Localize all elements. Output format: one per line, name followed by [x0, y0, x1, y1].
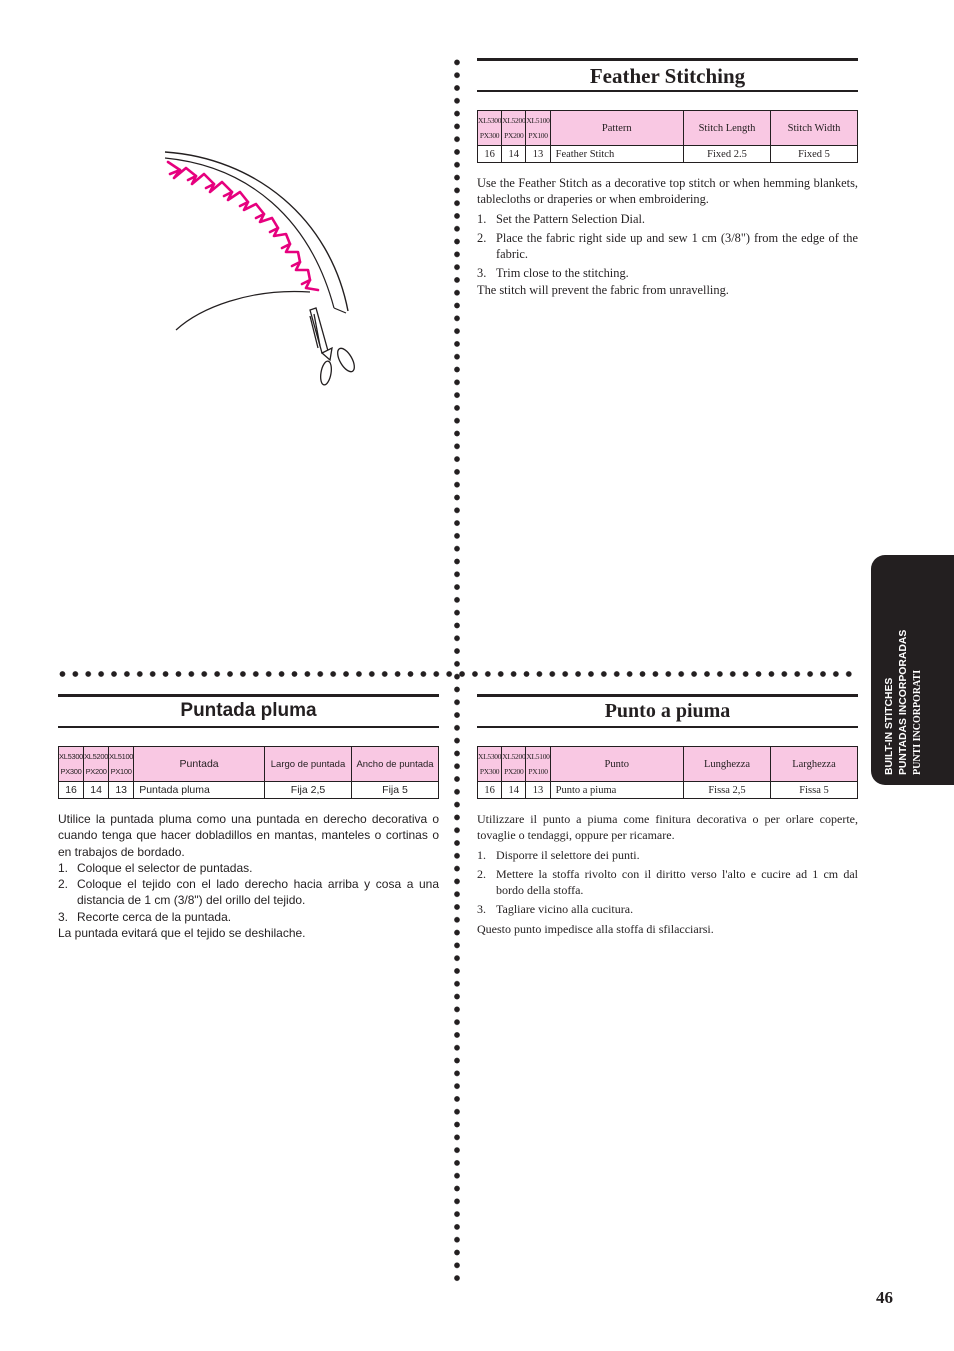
model-cell: XL5300 PX300 — [478, 111, 502, 146]
horizontal-dotted-divider — [56, 670, 858, 678]
fabric-fold-line — [334, 308, 346, 313]
step-item: 1. Disporre il selettore dei punti. — [477, 847, 640, 862]
pluma-settings-table — [58, 746, 439, 799]
pluma-section-header — [58, 694, 439, 728]
step-item: 3. Trim close to the stitching. — [477, 266, 629, 281]
chapter-side-tab — [871, 555, 954, 785]
header-ancho: Ancho de puntada — [352, 747, 439, 782]
header-lunghezza: Lunghezza — [684, 747, 771, 782]
outro-paragraph: La puntada evitará que el tejido se deshilache. — [58, 926, 306, 941]
tab-label-spanish: PUNTADAS INCORPORADAS — [898, 629, 909, 775]
step-item: 2. Mettere la stoffa rivolto con il diritto verso l'alto e cucire ad 1 cm dal bordo della stoffa. — [477, 866, 858, 898]
step-item: 2. Coloque el tejido con el lado derecho hacia arriba y cosa a una distancia de 1 cm (3/8") del orillo del tejido. — [58, 877, 439, 908]
table-cell: 14 — [84, 782, 109, 799]
table-cell: Punto a piuma — [550, 782, 683, 799]
feather-section-header — [477, 58, 858, 92]
header-punto: Punto — [550, 747, 683, 782]
table-cell: Fissa 2,5 — [684, 782, 771, 799]
piuma-settings-table — [477, 746, 858, 799]
step-item: 3. Recorte cerca de la puntada. — [58, 909, 232, 924]
step-item: 1. Coloque el selector de puntadas. — [58, 860, 253, 875]
fabric-edge-outer — [165, 152, 348, 311]
model-cell: XL5100 PX100 — [109, 747, 134, 782]
tab-label-italian: PUNTI INCORPORATI — [912, 669, 923, 775]
pluma-instructions — [58, 811, 439, 941]
table-cell: 13 — [109, 782, 134, 799]
table-cell: 16 — [59, 782, 84, 799]
outro-paragraph: The stitch will prevent the fabric from unravelling. — [477, 282, 729, 297]
model-cell: XL5300 PX300 — [59, 747, 84, 782]
table-cell: Fissa 5 — [771, 782, 858, 799]
table-cell: Feather Stitch — [550, 146, 683, 163]
model-cell: XL5300 PX300 — [478, 747, 502, 782]
piuma-section-header — [477, 694, 858, 728]
header-puntada: Puntada — [134, 747, 265, 782]
model-cell: XL5200 PX200 — [502, 111, 526, 146]
tab-label-english: BUILT-IN STITCHES — [884, 677, 895, 775]
feather-settings-table — [477, 110, 858, 163]
table-cell: Puntada pluma — [134, 782, 265, 799]
table-cell: Fixed 5 — [771, 146, 858, 163]
header-pattern: Pattern — [550, 111, 683, 146]
header-larghezza: Larghezza — [771, 747, 858, 782]
header-largo: Largo de puntada — [265, 747, 352, 782]
table-cell: 13 — [526, 782, 550, 799]
feather-stitch-illustration — [160, 148, 360, 388]
table-cell: Fija 5 — [352, 782, 439, 799]
table-cell: Fixed 2.5 — [684, 146, 771, 163]
page-number: 46 — [876, 1288, 893, 1307]
section-title-feather: Feather Stitching — [589, 64, 746, 88]
model-cell: XL5100 PX100 — [526, 111, 550, 146]
fabric-lower-edge — [176, 291, 310, 330]
table-cell: 16 — [478, 782, 502, 799]
outro-paragraph: Questo punto impedisce alla stoffa di sfilacciarsi. — [477, 921, 714, 936]
table-cell: Fija 2,5 — [265, 782, 352, 799]
section-title-piuma: Punto a piuma — [604, 700, 731, 722]
section-title-pluma: Puntada pluma — [180, 700, 317, 721]
header-stitch-length: Stitch Length — [684, 111, 771, 146]
header-stitch-width: Stitch Width — [771, 111, 858, 146]
step-item: 1. Set the Pattern Selection Dial. — [477, 211, 645, 226]
intro-paragraph: Use the Feather Stitch as a decorative top stitch or when hemming blankets, tablecloths or draperies or when embroidering. — [477, 176, 858, 207]
table-cell: 14 — [502, 782, 526, 799]
model-cell: XL5100 PX100 — [526, 747, 550, 782]
feather-instructions — [477, 175, 858, 298]
step-item: 2. Place the fabric right side up and sew 1 cm (3/8") from the edge of the fabric. — [477, 230, 858, 262]
intro-paragraph: Utilice la puntada pluma como una puntada en derecho decorativa o cuando tenga que hacer dobladillos en mantas, manteles o cortinas o en trabajos de bordado. — [58, 812, 439, 859]
step-item: 3. Tagliare vicino alla cucitura. — [477, 902, 634, 917]
piuma-instructions — [477, 811, 858, 937]
model-cell: XL5200 PX200 — [502, 747, 526, 782]
intro-paragraph: Utilizzare il punto a piuma come finitura decorativa o per orlare coperte, tovaglie o tendaggi, oppure per ricamare. — [477, 812, 858, 843]
scissors-icon — [310, 308, 358, 386]
model-cell: XL5200 PX200 — [84, 747, 109, 782]
table-cell: 14 — [502, 146, 526, 163]
table-cell: 13 — [526, 146, 550, 163]
table-cell: 16 — [478, 146, 502, 163]
